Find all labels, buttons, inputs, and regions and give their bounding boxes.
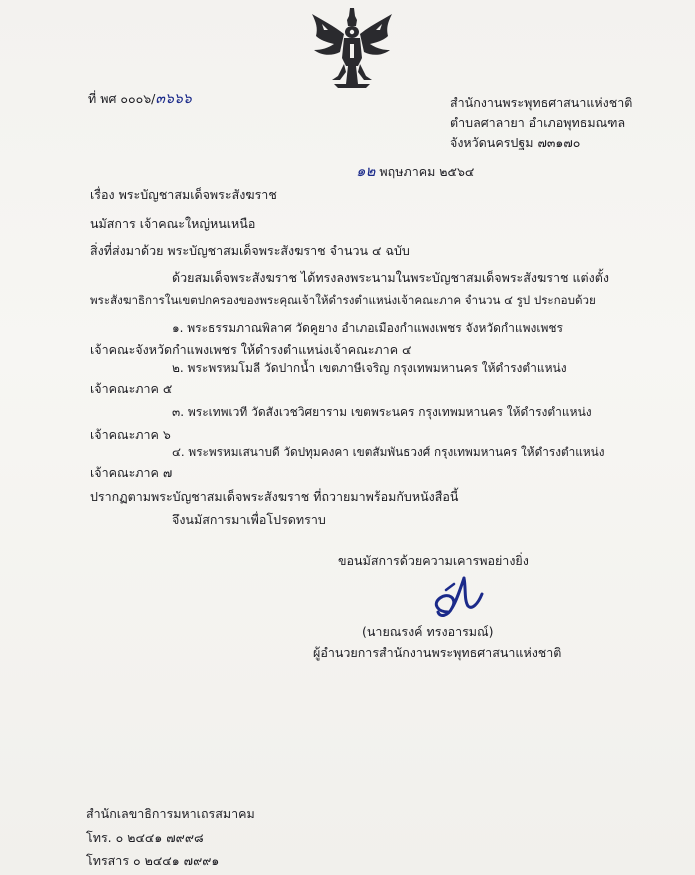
closing-line: ปรากฏตามพระบัญชาสมเด็จพระสังฆราช ที่ถวายมาพร้อมกับหนังสือนี้ bbox=[90, 489, 459, 504]
enclosure-line: สิ่งที่ส่งมาด้วย พระบัญชาสมเด็จพระสังฆราช จำนวน ๔ ฉบับ bbox=[90, 243, 410, 258]
footer-phone: โทร. ๐ ๒๔๔๑ ๗๙๙๘ bbox=[86, 830, 204, 845]
garuda-emblem-icon bbox=[304, 6, 400, 90]
letter-date bbox=[356, 163, 474, 180]
reference-prefix: ที่ พศ ๐๐๐๖/ bbox=[88, 91, 156, 106]
item-3-line-2: เจ้าคณะภาค ๖ bbox=[90, 427, 171, 442]
intro-line-1: ด้วยสมเด็จพระสังฆราช ได้ทรงลงพระนามในพระบัญชาสมเด็จพระสังฆราช แต่งตั้ง bbox=[172, 270, 609, 285]
office-province: จังหวัดนครปฐม ๗๓๑๗๐ bbox=[450, 135, 581, 150]
item-4-line-2: เจ้าคณะภาค ๗ bbox=[90, 465, 173, 480]
subject-line: เรื่อง พระบัญชาสมเด็จพระสังฆราช bbox=[90, 187, 277, 202]
date-day-handwritten: ๑๒ bbox=[356, 162, 376, 180]
intro-line-2: พระสังฆาธิการในเขตปกครองของพระคุณเจ้าให้ดำรงตำแหน่งเจ้าคณะภาค จำนวน ๔ รูป ประกอบด้วย bbox=[90, 293, 596, 307]
handwritten-signature bbox=[418, 568, 490, 624]
item-1-line-2: เจ้าคณะจังหวัดกำแพงเพชร ให้ดำรงตำแหน่งเจ้าคณะภาค ๔ bbox=[90, 342, 412, 357]
salutation-line: นมัสการ เจ้าคณะใหญ่หนเหนือ bbox=[90, 216, 256, 231]
footer-department: สำนักเลขาธิการมหาเถรสมาคม bbox=[86, 806, 255, 821]
date-month-year: พฤษภาคม ๒๕๖๔ bbox=[379, 164, 475, 179]
item-2-line-1: ๒. พระพรหมโมลี วัดปากน้ำ เขตภาษีเจริญ กรุงเทพมหานคร ให้ดำรงตำแหน่ง bbox=[172, 361, 567, 375]
complimentary-close: ขอนมัสการด้วยความเคารพอย่างยิ่ง bbox=[338, 553, 529, 568]
signer-title: ผู้อำนวยการสำนักงานพระพุทธศาสนาแห่งชาติ bbox=[313, 645, 562, 660]
request-line: จึงนมัสการมาเพื่อโปรดทราบ bbox=[172, 512, 326, 527]
office-locality: ตำบลศาลายา อำเภอพุทธมณฑล bbox=[450, 115, 626, 130]
item-3-line-1: ๓. พระเทพเวที วัดสังเวชวิศยาราม เขตพระนคร กรุงเทพมหานคร ให้ดำรงตำแหน่ง bbox=[172, 405, 592, 419]
item-2-line-2: เจ้าคณะภาค ๕ bbox=[90, 381, 173, 396]
office-name: สำนักงานพระพุทธศาสนาแห่งชาติ bbox=[450, 95, 633, 110]
signer-name: (นายณรงค์ ทรงอารมณ์) bbox=[362, 624, 494, 639]
footer-fax: โทรสาร ๐ ๒๔๔๑ ๗๙๙๑ bbox=[86, 853, 220, 868]
item-1-line-1: ๑. พระธรรมภาณพิลาศ วัดคูยาง อำเภอเมืองกำแพงเพชร จังหวัดกำแพงเพชร bbox=[172, 321, 563, 335]
reference-number bbox=[88, 91, 192, 107]
reference-handwritten-number: ๓๖๖๖ bbox=[155, 91, 192, 107]
item-4-line-1: ๔. พระพรหมเสนาบดี วัดปทุมคงคา เขตสัมพันธวงศ์ กรุงเทพมหานคร ให้ดำรงตำแหน่ง bbox=[172, 445, 605, 459]
